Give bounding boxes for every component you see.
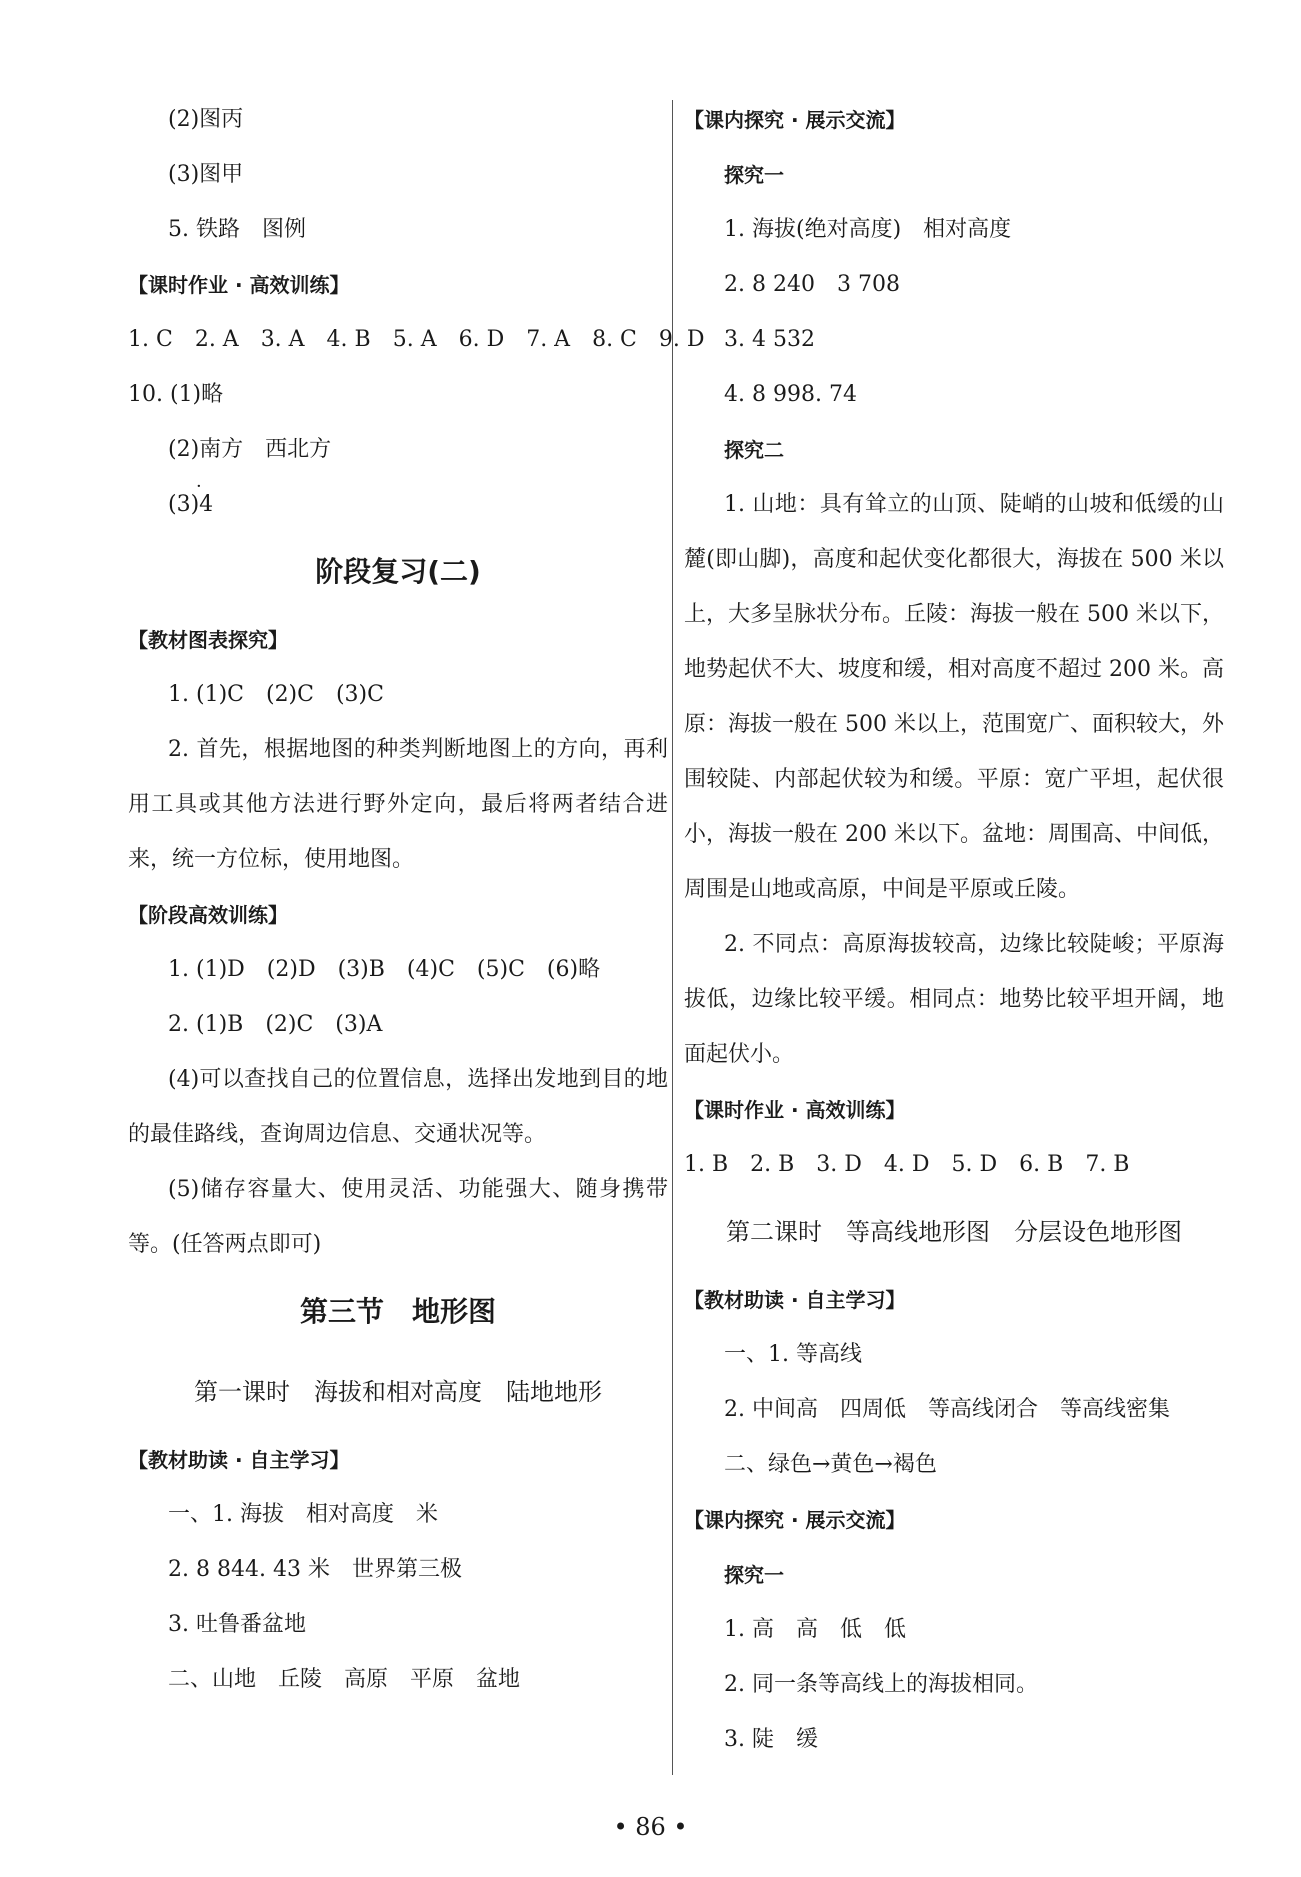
answer-paragraph: 1. 山地：具有耸立的山顶、陡峭的山坡和低缓的山麓(即山脚)，高度和起伏变化都很大，海拔在 500 米以上，大多呈脉状分布。丘陵：海拔一般在 500 米以下，地势起伏不大、坡度和缓，相对高度不超过 200 米。高原：海拔一般在 500 米以上，范围宽广、面积较大，外围较陡、内部起伏较为和缓。平原：宽广平坦，起伏很小，海拔一般在 200 米以下。盆地：周围高、中间低，周围是山地或高原，中间是平原或丘陵。	[684, 492, 1224, 902]
answer-paragraph: 2. 不同点：高原海拔较高，边缘比较陡峻；平原海拔低，边缘比较平缓。相同点：地势比较平坦开阔，地面起伏小。	[684, 932, 1224, 1067]
answer-line: 2. (1)B (2)C (3)A	[168, 1011, 383, 1037]
answer-line: 10. (1)略	[128, 381, 224, 407]
answer-line: 2. 中间高 四周低 等高线闭合 等高线密集	[724, 1396, 1170, 1422]
answer-line: 5. 铁路 图例	[168, 216, 306, 242]
answer-line: 1. (1)D (2)D (3)B (4)C (5)C (6)略	[168, 956, 601, 982]
subsection-heading: 探究一	[724, 162, 784, 187]
answer-line: 2. 8 240 3 708	[724, 271, 900, 297]
answer-line: 3. 陡 缓	[724, 1726, 818, 1752]
section-heading: 【课内探究 · 展示交流】	[684, 107, 906, 132]
answer-line: 3. 吐鲁番盆地	[168, 1611, 306, 1637]
answer-line: 二、绿色→黄色→褐色	[724, 1451, 937, 1477]
answer-line: (2)图丙	[168, 106, 244, 132]
answer-line: 一、1. 海拔 相对高度 米	[168, 1501, 438, 1527]
left-column	[128, 92, 705, 1707]
answer-line: 1. 海拔(绝对高度) 相对高度	[724, 216, 1012, 242]
lesson-title: 第一课时 海拔和相对高度 陆地地形	[194, 1378, 602, 1406]
section-heading: 【课时作业 · 高效训练】	[684, 1097, 906, 1122]
answer-line: 一、1. 等高线	[724, 1341, 862, 1367]
lesson-title: 第二课时 等高线地形图 分层设色地形图	[726, 1218, 1182, 1246]
section-heading: 【教材图表探究】	[128, 627, 288, 652]
answer-line: 4. 8 998. 74	[724, 381, 857, 407]
subsection-heading: 探究一	[724, 1562, 784, 1587]
emphasis-dot: ·	[196, 476, 202, 497]
section-heading: 【课时作业 · 高效训练】	[128, 272, 350, 297]
answer-paragraph: (5)储存容量大、使用灵活、功能强大、随身携带等。(任答两点即可)	[128, 1177, 668, 1257]
chapter-title: 第三节 地形图	[299, 1295, 496, 1328]
subsection-heading: 探究二	[724, 437, 784, 462]
answer-line: 1. 高 高 低 低	[724, 1616, 906, 1642]
answer-line: 二、山地 丘陵 高原 平原 盆地	[168, 1666, 521, 1692]
answer-line: 2. 同一条等高线上的海拔相同。	[724, 1671, 1038, 1697]
answer-line: 2. 8 844. 43 米 世界第三极	[168, 1556, 462, 1582]
page-number: • 86 •	[613, 1813, 688, 1841]
section-heading: 【教材助读 · 自主学习】	[684, 1287, 906, 1312]
answer-paragraph: 2. 首先，根据地图的种类判断地图上的方向，再利用工具或其他方法进行野外定向，最后将两者结合进来，统一方位标，使用地图。	[128, 737, 668, 872]
section-heading: 【课内探究 · 展示交流】	[684, 1507, 906, 1532]
answer-line: 1. C 2. A 3. A 4. B 5. A 6. D 7. A 8. C 9. D	[128, 326, 705, 352]
answer-line: 3. 4 532	[724, 326, 815, 352]
answer-line: 1. B 2. B 3. D 4. D 5. D 6. B 7. B	[684, 1151, 1130, 1177]
right-column	[684, 92, 1224, 1767]
section-heading: 【教材助读 · 自主学习】	[128, 1447, 350, 1472]
chapter-title: 阶段复习(二)	[315, 555, 481, 588]
answer-line: 1. (1)C (2)C (3)C	[168, 681, 384, 707]
answer-line: (3)图甲	[168, 161, 244, 187]
answer-line: (2)南方 西北方	[168, 436, 332, 462]
section-heading: 【阶段高效训练】	[128, 902, 288, 927]
answer-paragraph: (4)可以查找自己的位置信息，选择出发地到目的地的最佳路线，查询周边信息、交通状况等。	[128, 1067, 668, 1147]
answer-line: (3)4	[168, 491, 214, 517]
